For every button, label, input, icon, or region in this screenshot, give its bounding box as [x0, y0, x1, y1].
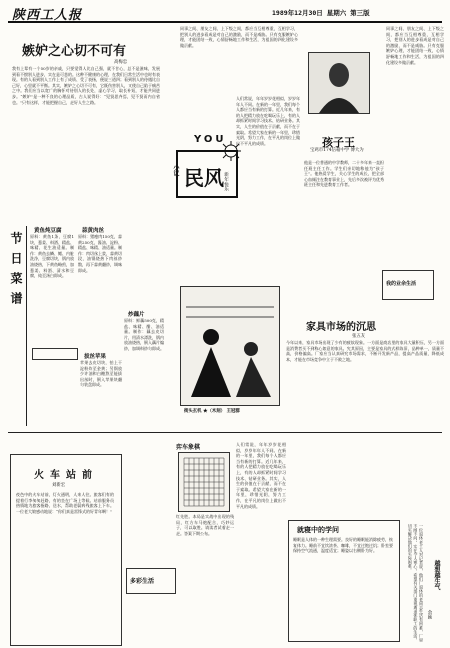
right-vertical-title: 越想越生气: [433, 560, 440, 590]
main-article-title: 嫉妒之心切不可有: [22, 44, 127, 59]
recipe-heading-3: 炒藕片: [128, 312, 145, 318]
home-article-title: 家具市场的沉思: [306, 322, 376, 333]
station-body: 夜色中的火车站前，灯火通明，人来人往。旅客们有的提着行李匆匆赶路，有的坐在广场上等候。站前服务员热情地为旅客指路、送水，帮助老弱病残旅客上下车。一位老大娘感动地说：“你们真是雷锋式的好青年啊！”: [16, 492, 114, 514]
chess-body: 红先胜。本局是实战中出现的残局，红方车马炮配合，巧妙运子，可以取胜。请读者试着走一走。答案下期公布。: [176, 514, 234, 536]
home-article-body: 今年以来，家具市场出现了少有的疲软现象。一方面是商店里的家具大量积压，另一方面是消费者买不到称心如意的家具。究其原因，主要是家具的式样陈旧，品种单一，质量不高，价格偏高。厂家应当认真研究市场需求，不断开发新产品，提高产品质量，降低成本，才能在市场竞争中立于不败之地。: [286, 340, 444, 362]
portrait-figure: [309, 53, 369, 113]
feature-block-title: 民风: [184, 166, 224, 190]
station-author: 刘新宏: [52, 483, 66, 488]
station-title: 火车站前: [34, 470, 98, 481]
woodcut-drawing: [180, 286, 280, 406]
portrait-caption: 孩子王: [322, 136, 355, 149]
woodcut-caption: 街头玄机 ★（木刻） 王冠群: [184, 409, 240, 414]
chess-board: [178, 452, 230, 512]
main-article-author: 高梅忠: [114, 60, 128, 65]
recipe-body-2: 原料：猪瘦肉150克，蒜黄250克，酱油、淀粉、精盐、味精、油适量。制作：肉切丝上浆，蒜黄切段，油锅烧热下肉丝炒散，再下蒜黄翻炒，调味即成。: [78, 234, 122, 273]
colorful-life-box: [126, 568, 176, 594]
bottom-box-body: 睡眠是人体的一种生理需要。良好的睡眠能消除疲劳，恢复体力。睡前不宜饮浓茶、咖啡，不宜过饱过饥；卧室要保持空气流通，温度适宜；睡姿以右侧卧为好。: [293, 537, 393, 554]
recipe-body-1: 原料：黄鱼1条，豆腐1块，葱姜、料酒、精盐、味精、花生油适量。制作：黄鱼去鳞、鳃、内脏洗净，豆腐切块，锅内放油烧热，下黄鱼略煎，加葱姜、料酒、清水和豆腐，炖至汤白即成。: [30, 234, 74, 279]
right-vertical-body: 一位退休老工人对记者说，他们厂退休的老同志生活有困难，厂里不闻不问，实在令人寒心。希望有关部门重视离退休职工的生活，切实解决他们的实际困难。: [407, 524, 424, 642]
bottom-box: [288, 520, 400, 642]
bottom-rule: [8, 432, 442, 433]
bottom-box-title: 就寝中的学问: [297, 525, 339, 534]
portrait-body: 他是一位普通的中学教师，二十多年来一直担任班主任工作。学生们亲切地称他为“孩子王”。他热爱学生，关心学生的成长，把全部心血倾注在教育事业上，先后多次被评为优秀班主任和先进教育工作者。: [304, 160, 384, 188]
station-frame: [10, 454, 122, 646]
feature-column-label: 小议: [172, 164, 179, 176]
recipe-heading-2: 蒜黄肉丝: [82, 228, 105, 234]
main-article-body: 我有上辈有一个50岁的亲戚，只要觉得人比自己强，就不甘心，总不是滋味，发展到看不惯别人进步，实在是可悲的。这种不健康的心理，在我们日常生活中也时有表现。有的人看到别人工作上有了成绩、受了表扬，便说三道四；看到别人的待遇比自己好，心里就不平衡。其实，嫉妒之心切不可有，它既伤害别人，又使自己陷于痛苦之中。我们应当以宽广的胸怀对待别人的长处，虚心学习，取长补短，才能共同进步。“嫉妒”是一种不良的心理品质，古人说得好：“见贤思齐焉，见不贤而内自省也。”只有这样，才能把握自己，走好人生之路。: [12, 66, 160, 105]
feature-header-letters: YOU: [194, 134, 227, 145]
feature-body: 人们常说，年年岁岁花相似，岁岁年年人不同。在新的一年里，我们每个人都应当有新的打算。近几年来，有的人把精力放在吃喝玩乐上，有的人却抓紧时间学习技术、钻研业务。其实，人生的价值在于贡献，而不在于索取。希望大家在新的一年里，珍惜光阴，努力工作，在平凡的岗位上做出不平凡的成绩。: [236, 96, 300, 146]
recipe-heading-1: 黄鱼炖豆腐: [34, 228, 62, 234]
portrait-sub: 宝鸡市174信箱中学 傅大为: [310, 148, 364, 153]
home-article-author: 张五友: [352, 334, 366, 339]
recipe-divider: [26, 226, 27, 426]
recipe-title: 节日菜谱: [9, 232, 23, 312]
recipe-body-3: 原料：鲜藕500克，精盐、味精、醋、油适量。制作：藕去皮切片，用清水漂洗，锅内放油烧热，倒入藕片煸炒，加调料炒匀即成。: [124, 318, 164, 351]
recipe-heading-4: 拔丝苹果: [84, 354, 107, 360]
portrait-photo: [308, 52, 370, 114]
chess-title: 弈车象棋: [176, 444, 201, 451]
center-bottom-text: 人们常说，年年岁岁花相似，岁岁年年人不同。在新的一年里，我们每个人都应当有新的打算。近几年来，有的人把精力放在吃喝玩乐上，有的人却抓紧时间学习技术、钻研业务。其实，人生的价值在于贡献，而不在于索取。希望大家在新的一年里，珍惜光阴，努力工作，在平凡的岗位上做出不平凡的成绩。: [236, 442, 286, 509]
masthead-rule: [8, 21, 442, 23]
recipe-body-4: 苹果去皮切块，拍上干淀粉炸至金黄；另锅放少许油和白糖熬至能拔出丝时，倒入苹果块翻匀装盘即成。: [80, 360, 122, 388]
feature-caption: 新年快乐: [223, 172, 228, 192]
main-article-body-cont: 同事之间、朋友之间、上下级之间，都应当互相尊重，互相学习，把别人的进步看成是对自己的激励，而不是威胁。只有克服嫉妒心理，才能团结一致，心情舒畅地工作和生活，为祖国的四化建设多做贡献。: [180, 26, 298, 48]
right-vertical-author: 余颖: [427, 610, 432, 619]
puzzle-box: [382, 270, 434, 300]
colorful-life-label: 多彩生活: [130, 578, 155, 585]
right-column-text: 同事之间、朋友之间、上下级之间，都应当互相尊重，互相学习，把别人的进步看成是对自己的激励，而不是威胁。只有克服嫉妒心理，才能团结一致，心情舒畅地工作和生活，为祖国的四化建设多做贡献。: [386, 26, 444, 65]
puzzle-box-title: 我的业余生活: [386, 281, 417, 287]
masthead-title: 陕西工人报: [12, 8, 83, 23]
masthead-date: 1989年12月30日 星期六 第三版: [272, 9, 370, 17]
recipe-box-life: [32, 348, 78, 360]
